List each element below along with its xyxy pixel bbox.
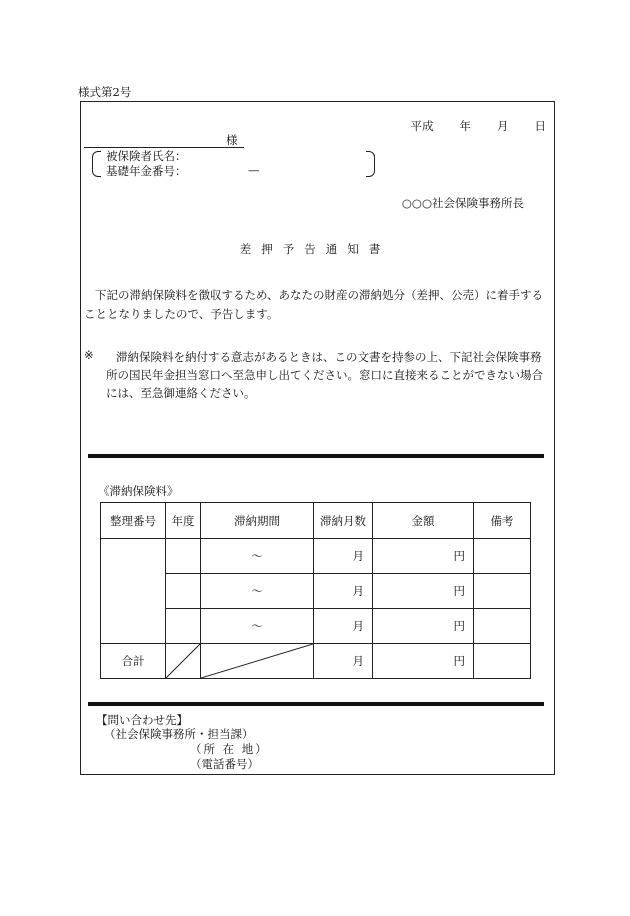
date-line xyxy=(411,118,547,134)
total-remarks-cell xyxy=(474,644,531,679)
arrears-table xyxy=(100,502,531,679)
document-title: 差押予告通知書 xyxy=(239,242,391,256)
period-cell: 〜 xyxy=(201,574,314,609)
amount-cell: 円 xyxy=(373,609,474,644)
months-cell: 月 xyxy=(314,539,373,574)
contact-address: （所 在 地） xyxy=(190,742,269,756)
divider-bottom xyxy=(88,702,544,706)
date-day: 日 xyxy=(534,119,546,133)
diagonal-strike xyxy=(201,644,313,678)
note-mark: ※ xyxy=(84,348,94,362)
addressee-honorific: 様 xyxy=(226,133,238,147)
bracket-left xyxy=(92,151,101,177)
pension-number-separator: — xyxy=(248,163,260,177)
fiscal-year-struck-cell xyxy=(166,644,201,679)
header-remarks: 備考 xyxy=(474,503,531,539)
contact-phone: （電話番号） xyxy=(190,757,259,771)
diagonal-strike xyxy=(166,644,200,678)
fiscal-year-cell xyxy=(166,574,201,609)
fiscal-year-cell xyxy=(166,609,201,644)
period-cell: 〜 xyxy=(201,539,314,574)
table-row xyxy=(101,609,531,644)
bracket-right xyxy=(366,151,375,177)
table-row xyxy=(101,574,531,609)
reference-no-cell xyxy=(101,539,166,644)
table-caption: 《滞納保険料》 xyxy=(98,484,179,498)
total-months-cell: 月 xyxy=(314,644,373,679)
remarks-cell xyxy=(474,609,531,644)
total-amount-cell: 円 xyxy=(373,644,474,679)
divider-top xyxy=(88,454,544,458)
date-year: 年 xyxy=(459,119,471,133)
remarks-cell xyxy=(474,574,531,609)
notice-body: 下記の滞納保険料を徴収するため、あなたの財産の滞納処分（差押、公売）に着手することとなりましたので、予告します。 xyxy=(84,288,544,321)
remarks-cell xyxy=(474,539,531,574)
amount-cell: 円 xyxy=(373,539,474,574)
fiscal-year-cell xyxy=(166,539,201,574)
months-cell: 月 xyxy=(314,609,373,644)
table-row xyxy=(101,539,531,574)
header-amount: 金額 xyxy=(373,503,474,539)
header-period: 滞納期間 xyxy=(201,503,314,539)
header-fiscal-year: 年度 xyxy=(166,503,201,539)
table-header-row xyxy=(101,503,531,539)
note-text: 滞納保険料を納付する意志があるときは、この文書を持参の上、下記社会保険事務所の国民年金担当窓口へ至急申し出てください。窓口に直接来ることができない場合には、至急御連絡ください。 xyxy=(106,350,543,400)
period-cell: 〜 xyxy=(201,609,314,644)
table-total-row xyxy=(101,644,531,679)
header-reference-no: 整理番号 xyxy=(101,503,166,539)
contact-office: （社会保険事務所・担当課） xyxy=(104,727,254,741)
insured-name-label: 被保険者氏名： xyxy=(106,149,187,163)
date-era: 平成 xyxy=(410,119,434,133)
pension-number-label: 基礎年金番号： xyxy=(106,164,187,178)
period-struck-cell xyxy=(201,644,314,679)
form-number: 様式第2号 xyxy=(78,85,132,99)
months-cell: 月 xyxy=(314,574,373,609)
sender-office-head: ○○○社会保険事務所長 xyxy=(401,196,524,210)
header-months: 滞納月数 xyxy=(314,503,373,539)
total-label: 合計 xyxy=(101,644,166,679)
date-month: 月 xyxy=(497,119,509,133)
contact-title: 【問い合わせ先】 xyxy=(96,713,188,727)
amount-cell: 円 xyxy=(373,574,474,609)
